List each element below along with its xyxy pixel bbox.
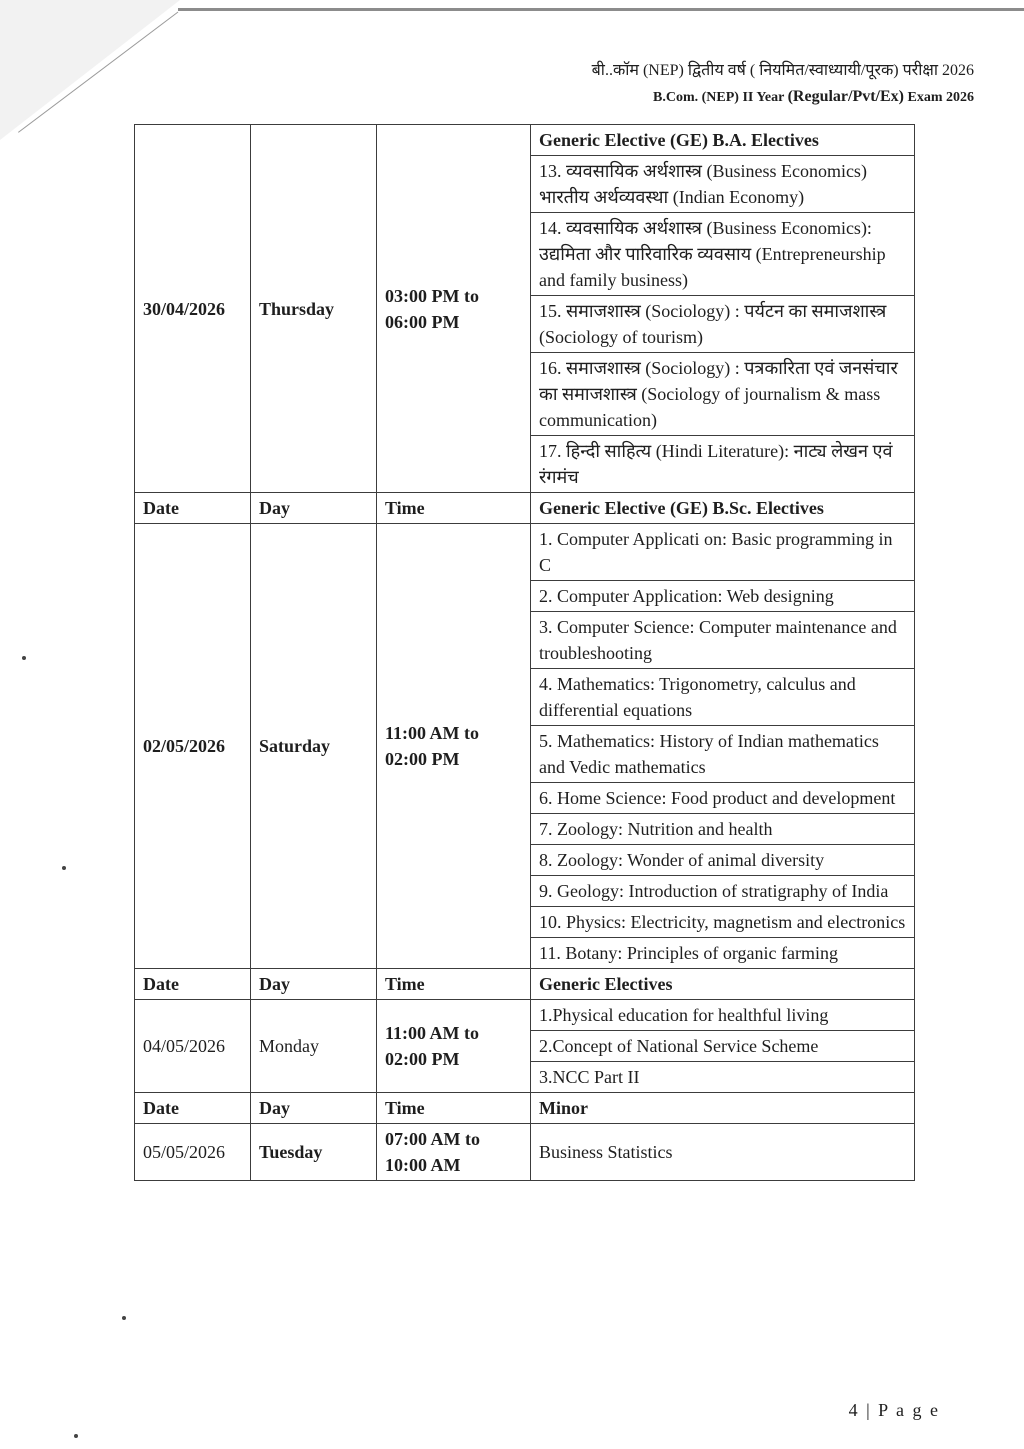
group-heading: Generic Elective (GE) B.Sc. Electives: [531, 493, 915, 524]
table-row: [135, 1000, 915, 1031]
exam-time-cell: 03:00 PM to 06:00 PM: [377, 125, 531, 493]
group-heading: Generic Electives: [531, 969, 915, 1000]
date-column-header: Date: [135, 1093, 251, 1124]
subject-cell: 6. Home Science: Food product and development: [531, 783, 915, 814]
subject-cell: Business Statistics: [531, 1124, 915, 1181]
subject-cell: 1.Physical education for healthful living: [531, 1000, 915, 1031]
exam-date-cell: 02/05/2026: [135, 524, 251, 969]
exam-day-cell: Tuesday: [251, 1124, 377, 1181]
time-column-header: Time: [377, 1093, 531, 1124]
exam-date-cell: 04/05/2026: [135, 1000, 251, 1093]
subject-cell: 8. Zoology: Wonder of animal diversity: [531, 845, 915, 876]
subject-cell: 4. Mathematics: Trigonometry, calculus and differential equations: [531, 669, 915, 726]
scan-speck: [74, 1434, 78, 1438]
day-column-header: Day: [251, 493, 377, 524]
subject-cell: 9. Geology: Introduction of stratigraphy of India: [531, 876, 915, 907]
header-english-title: [592, 84, 974, 111]
subject-cell: 15. समाजशास्त्र (Sociology) : पर्यटन का समाजशास्त्र (Sociology of tourism): [531, 296, 915, 353]
date-column-header: Date: [135, 493, 251, 524]
column-header-row: [135, 969, 915, 1000]
subject-cell: 5. Mathematics: History of Indian mathematics and Vedic mathematics: [531, 726, 915, 783]
subject-cell: 1. Computer Applicati on: Basic programming in C: [531, 524, 915, 581]
page-number: 4 | P a g e: [848, 1400, 940, 1420]
subject-cell: 10. Physics: Electricity, magnetism and electronics: [531, 907, 915, 938]
date-column-header: Date: [135, 969, 251, 1000]
folded-corner: [0, 0, 180, 140]
subject-cell: 11. Botany: Principles of organic farming: [531, 938, 915, 969]
column-header-row: [135, 1093, 915, 1124]
header-english-prefix: B.Com. (NEP) II Year: [653, 90, 785, 105]
scan-speck: [62, 866, 66, 870]
table-row: [135, 524, 915, 581]
exam-day-cell: Thursday: [251, 125, 377, 493]
subject-cell: 16. समाजशास्त्र (Sociology) : पत्रकारिता एवं जनसंचार का समाजशास्त्र (Sociology of journalism & mass communication): [531, 353, 915, 436]
exam-day-cell: Monday: [251, 1000, 377, 1093]
exam-date-cell: 05/05/2026: [135, 1124, 251, 1181]
header-hindi-title: बी..कॉम (NEP) द्वितीय वर्ष ( नियमित/स्वाध्यायी/पूरक) परीक्षा 2026: [591, 62, 974, 79]
time-column-header: Time: [377, 969, 531, 1000]
header-english-suffix: Exam 2026: [907, 90, 974, 105]
exam-time-cell: 11:00 AM to 02:00 PM: [377, 524, 531, 969]
subject-cell: 3.NCC Part II: [531, 1062, 915, 1093]
subject-cell: 13. व्यवसायिक अर्थशास्त्र (Business Economics) भारतीय अर्थव्यवस्था (Indian Economy): [531, 156, 915, 213]
exam-date-cell: 30/04/2026: [135, 125, 251, 493]
day-column-header: Day: [251, 969, 377, 1000]
scan-top-edge: [178, 8, 1024, 11]
exam-header: [592, 58, 974, 111]
subject-cell: 2.Concept of National Service Scheme: [531, 1031, 915, 1062]
exam-time-cell: 11:00 AM to 02:00 PM: [377, 1000, 531, 1093]
table-row: [135, 1124, 915, 1181]
subject-cell: 2. Computer Application: Web designing: [531, 581, 915, 612]
time-column-header: Time: [377, 493, 531, 524]
subject-cell: 17. हिन्दी साहित्य (Hindi Literature): नाट्य लेखन एवं रंगमंच: [531, 436, 915, 493]
header-english-big: (Regular/Pvt/Ex): [787, 88, 904, 105]
exam-schedule-table: [134, 124, 915, 1181]
subject-cell: 14. व्यवसायिक अर्थशास्त्र (Business Economics): उद्यमिता और पारिवारिक व्यवसाय (Entrepreneurship and family business): [531, 213, 915, 296]
scan-speck: [122, 1316, 126, 1320]
group-heading: Minor: [531, 1093, 915, 1124]
day-column-header: Day: [251, 1093, 377, 1124]
group-heading: Generic Elective (GE) B.A. Electives: [531, 125, 915, 156]
exam-time-cell: 07:00 AM to 10:00 AM: [377, 1124, 531, 1181]
table-row: [135, 125, 915, 156]
scan-speck: [22, 656, 26, 660]
subject-cell: 3. Computer Science: Computer maintenance and troubleshooting: [531, 612, 915, 669]
column-header-row: [135, 493, 915, 524]
exam-day-cell: Saturday: [251, 524, 377, 969]
subject-cell: 7. Zoology: Nutrition and health: [531, 814, 915, 845]
